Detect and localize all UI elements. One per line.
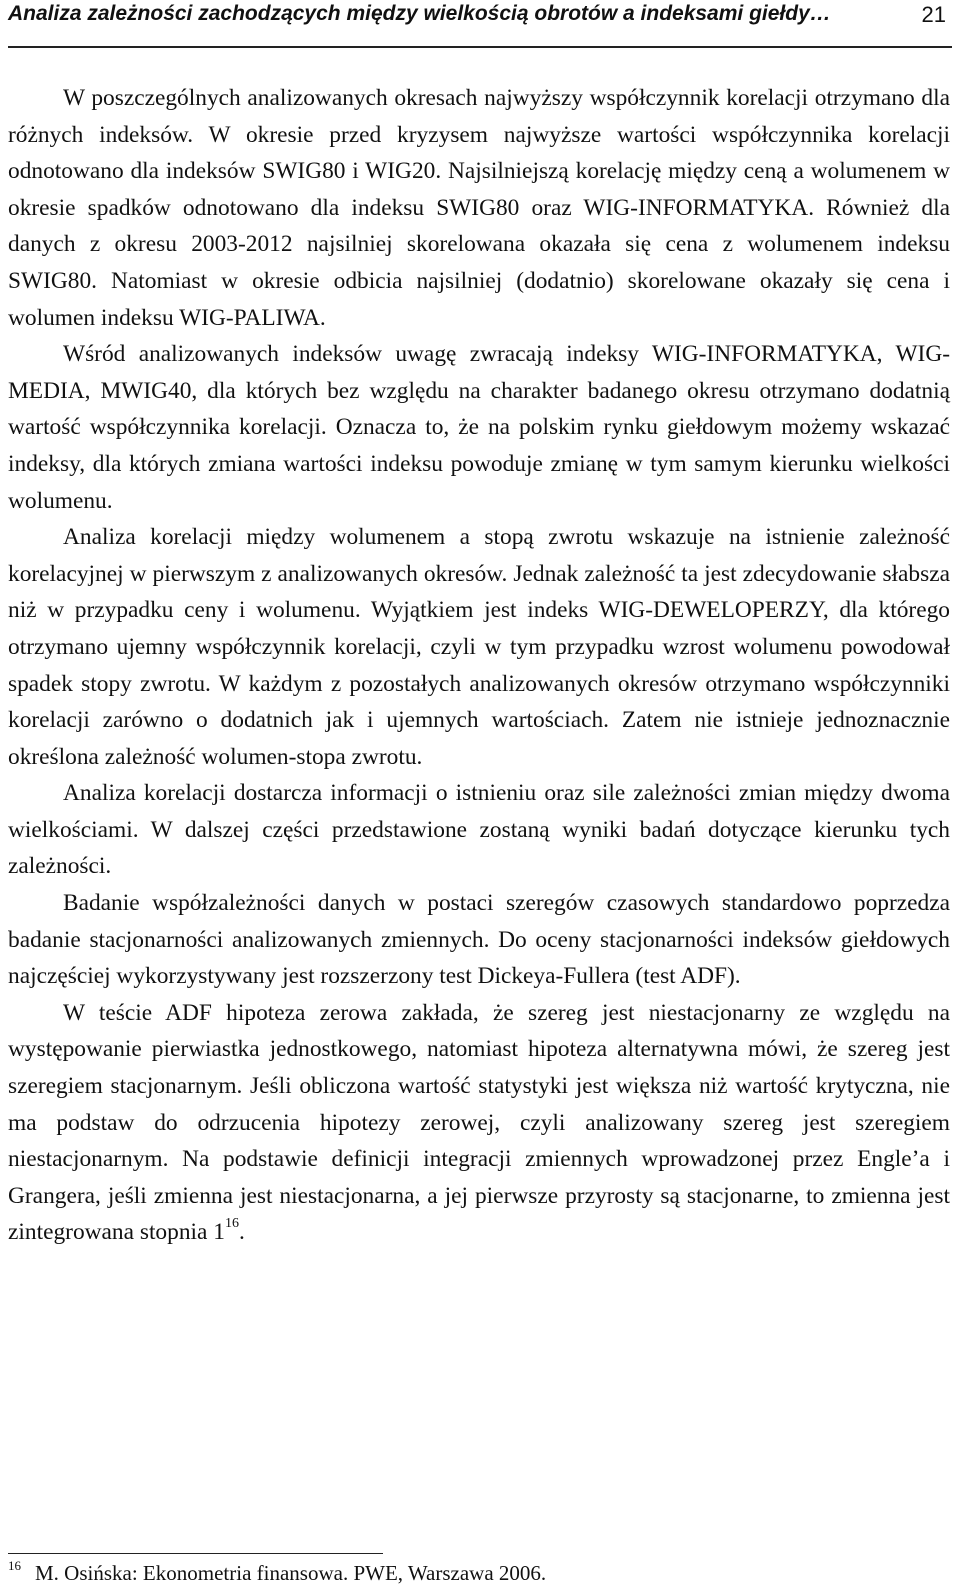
running-title: Analiza zależności zachodzących między wielkością obrotów a indeksami giełdy…: [8, 2, 831, 25]
paragraph-last: W teście ADF hipoteza zerowa zakłada, że szereg jest niestacjonarny ze względu na występowanie pierwiastka jednostkowego, natomiast hipoteza alternatywna mówi, że szereg jest szeregiem stacjonarnym. Jeśli obliczona wartość statystyki jest większa niż wartość krytyczna, nie ma podstaw do odrzucenia hipotezy zerowej, czyli analizowany szereg jest szeregiem niestacjonarnym. Na podstawie definicji integracji zmiennych wprowadzonej przez Engle’a i Grangera, jeśli zmienna jest niestacjonarna, a jej pierwsze przyrosty są stacjonarne, to zmienna jest zintegrowana stopnia $1^{16}$.: [8, 999, 950, 1246]
paragraph: W poszczególnych analizowanych okresach najwyższy współczynnik korelacji otrzymano dla różnych indeksów. W okresie przed kryzysem najwyższe wartości współczynnika korelacji odnotowano dla indeksów SWIG80 i WIG20. Najsilniejszą korelację między ceną a wolumenem w okresie spadków odnotowano dla indeksu SWIG80 oraz WIG-INFORMATYKA. Również dla danych z okresu 2003-2012 najsilniej skorelowana okazała się cena z wolumenem indeksu SWIG80. Natomiast w okresie odbicia najsilniej (dodatnio) skorelowane okazały się cena i wolumen indeksu WIG-PALIWA.: [8, 85, 950, 331]
paragraph: Wśród analizowanych indeksów uwagę zwracają indeksy WIG-INFORMATYKA, WIG-MEDIA, MWIG40, dla których bez względu na charakter badanego okresu otrzymano dodatnią wartość współczynnika korelacji. Oznacza to, że na polskim rynku giełdowym możemy wskazać indeksy, dla których zmiana wartości indeksu powoduje zmianę w tym samym kierunku wielkości wolumenu.: [8, 341, 950, 514]
footnote-text: M. Osińska: Ekonometria finansowa. PWE, Warszawa 2006.: [35, 1561, 547, 1585]
footnote-reference[interactable]: 16: [224, 1216, 239, 1232]
footnote-number: 16: [8, 1558, 21, 1573]
footnote: [8, 1558, 546, 1588]
page-number: 21: [921, 2, 946, 27]
body-text: [8, 80, 950, 1251]
paragraph: Analiza korelacji między wolumenem a stopą zwrotu wskazuje na istnienie zależność korelacyjnej w pierwszym z analizowanych okresów. Jednak zależność ta jest zdecydowanie słabsza niż w przypadku ceny i wolumenu. Wyjątkiem jest indeks WIG-DEWELOPERZY, dla którego otrzymano ujemny współczynnik korelacji, czyli w tym przypadku wzrost wolumenu powodował spadek stopy zwrotu. W każdym z pozostałych analizowanych okresów otrzymano współczynniki korelacji zarówno o dodatnich jak i ujemnych wartościach. Zatem nie istnieje jednoznacznie określona zależność wolumen-stopa zwrotu.: [8, 524, 950, 770]
paragraph-last-text: W teście ADF hipoteza zerowa zakłada, że szereg jest niestacjonarny ze względu na występowanie pierwiastka jednostkowego, natomiast hipoteza alternatywna mówi, że szereg jest szeregiem stacjonarnym. Jeśli obliczona wartość statystyki jest większa niż wartość krytyczna, nie ma podstaw do odrzucenia hipotezy zerowej, czyli analizowany szereg jest szeregiem niestacjonarnym. Na podstawie definicji integracji zmiennych wprowadzonej przez Engle’a i Grangera, jeśli zmienna jest niestacjonarna, a jej pierwsze przyrosty są stacjonarne, to zmienna jest zintegrowana stopnia 1: [8, 999, 950, 1246]
paragraph: Badanie współzależności danych w postaci szeregów czasowych standardowo poprzedza badanie stacjonarności analizowanych zmiennych. Do oceny stacjonarności indeksów giełdowych najczęściej wykorzystywany jest rozszerzony test Dickeya-Fullera (test ADF).: [8, 890, 950, 990]
footnote-separator: [8, 1553, 383, 1554]
page-header: [8, 0, 952, 48]
paragraph: Analiza korelacji dostarcza informacji o istnieniu oraz sile zależności zmian między dwoma wielkościami. W dalszej części przedstawione zostaną wyniki badań dotyczące kierunku tych zależności.: [8, 780, 950, 880]
